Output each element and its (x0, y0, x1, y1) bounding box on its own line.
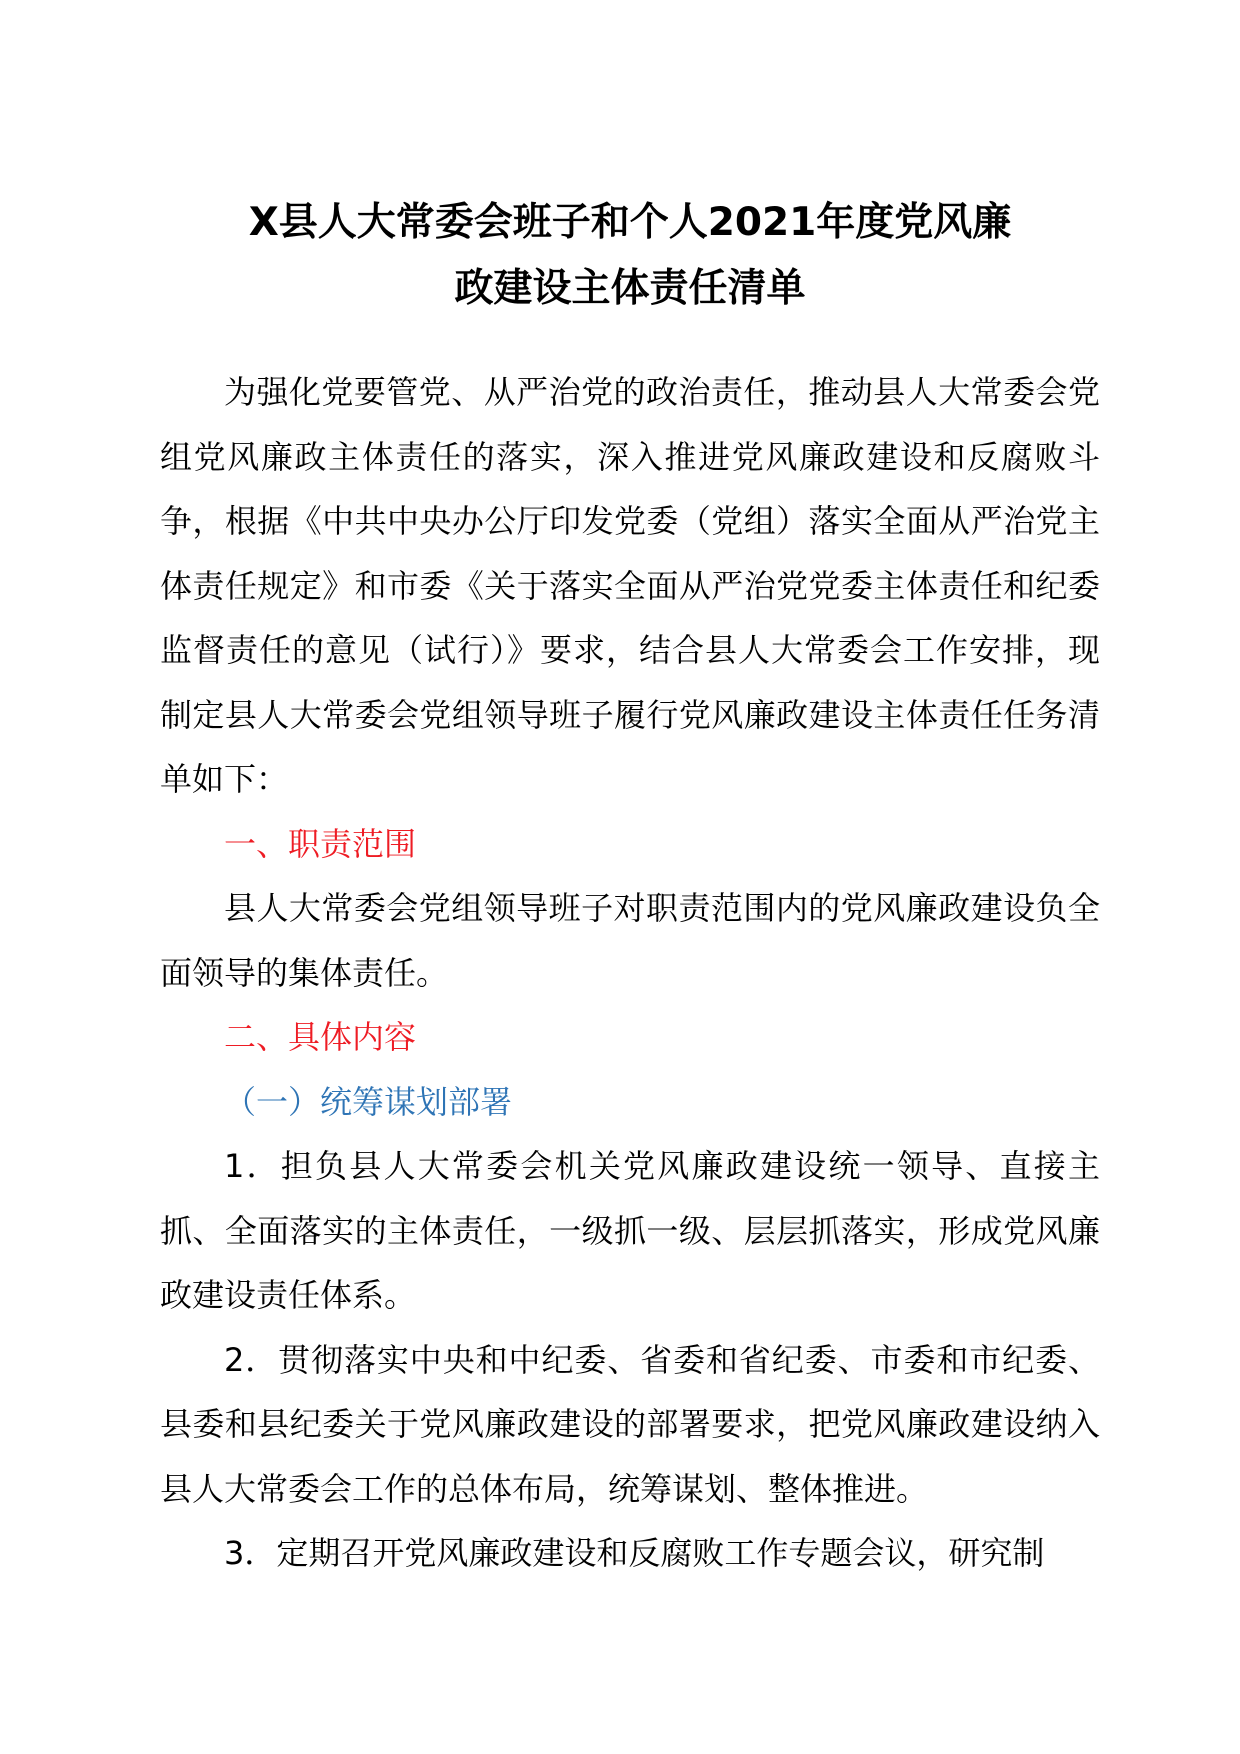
scope-paragraph: 县人大常委会党组领导班子对职责范围内的党风廉政建设负全面领导的集体责任。 (160, 889, 1100, 992)
list-item-2: 2．贯彻落实中央和中纪委、省委和省纪委、市委和市纪委、县委和县纪委关于党风廉政建设的部署要求，把党风廉政建设纳入县人大常委会工作的总体布局，统筹谋划、整体推进。 (160, 1340, 1100, 1508)
document-page (160, 190, 1100, 1586)
section-heading-content: 二、具体内容 (224, 1018, 417, 1056)
subsection-heading-planning: （一）统筹谋划部署 (224, 1082, 513, 1121)
list-item-3: 3．定期召开党风廉政建设和反腐败工作专题会议，研究制 (224, 1534, 1045, 1572)
section-heading-scope: 一、职责范围 (224, 824, 417, 863)
title-line-1: X县人大常委会班子和个人2021年度党风廉 (248, 200, 1012, 245)
list-item-1: 1．担负县人大常委会机关党风廉政建设统一领导、直接主抓、全面落实的主体责任，一级抓一级、层层抓落实，形成党风廉政建设责任体系。 (160, 1147, 1100, 1314)
title-line-2: 政建设主体责任清单 (454, 266, 806, 311)
document-body (160, 360, 1100, 1586)
document-title (160, 190, 1100, 322)
intro-paragraph: 为强化党要管党、从严治党的政治责任，推动县人大常委会党组党风廉政主体责任的落实，深入推进党风廉政建设和反腐败斗争，根据《中共中央办公厅印发党委（党组）落实全面从严治党主体责任规定》和市委《关于落实全面从严治党党委主体责任和纪委监督责任的意见（试行）》要求，结合县人大常委会工作安排，现制定县人大常委会党组领导班子履行党风廉政建设主体责任任务清单如下： (160, 373, 1100, 798)
